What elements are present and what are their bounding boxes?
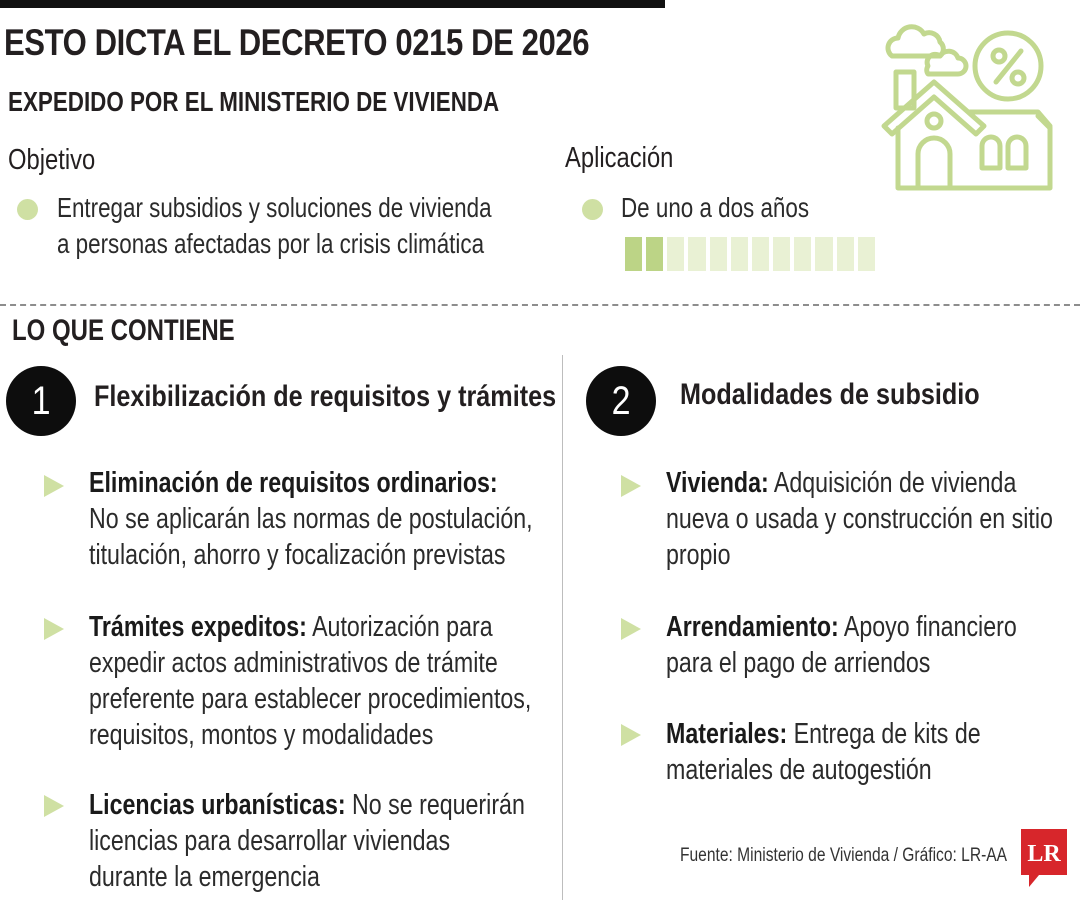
item-heading: Vivienda:	[666, 467, 769, 499]
contiene-heading: LO QUE CONTIENE	[12, 314, 235, 347]
item-heading: Eliminación de requisitos ordinarios:	[89, 467, 498, 499]
item-line: No se requerirán	[345, 789, 525, 821]
svg-text:LR: LR	[1027, 841, 1061, 867]
number-badge-1: 1	[6, 366, 76, 436]
column-1-title: Flexibilización de requisitos y trámites	[94, 380, 557, 413]
item-line: licencias para desarrollar viviendas	[89, 825, 451, 857]
duration-segment-empty	[815, 237, 832, 271]
column-divider	[562, 355, 563, 900]
lr-logo	[1021, 829, 1067, 887]
source-credit: Fuente: Ministerio de Vivienda / Gráfico: LR-AA	[680, 845, 1008, 866]
objetivo-label: Objetivo	[8, 144, 96, 176]
item-line: para el pago de arriendos	[666, 647, 931, 679]
item-line: expedir actos administrativos de trámite	[89, 647, 498, 679]
list-item	[666, 609, 1017, 681]
duration-segment-filled	[646, 237, 663, 271]
subtitle: EXPEDIDO POR EL MINISTERIO DE VIVIENDA	[8, 86, 500, 117]
duration-segment-empty	[710, 237, 727, 271]
bullet-dot-icon	[582, 199, 603, 220]
item-line: preferente para establecer procedimientos,	[89, 683, 532, 715]
duration-bar	[625, 237, 875, 271]
duration-segment-empty	[837, 237, 854, 271]
dashed-divider	[0, 304, 1080, 306]
objetivo-line: a personas afectadas por la crisis climática	[57, 228, 485, 259]
list-item	[89, 787, 525, 895]
item-heading: Licencias urbanísticas:	[89, 789, 346, 821]
item-line: materiales de autogestión	[666, 754, 932, 786]
triangle-bullet-icon	[44, 795, 64, 817]
item-line: Autorización para	[306, 611, 493, 643]
list-item	[89, 609, 531, 753]
top-rule	[0, 0, 665, 8]
number-badge-2: 2	[586, 366, 656, 436]
item-line: titulación, ahorro y focalización previstas	[89, 539, 506, 571]
triangle-bullet-icon	[621, 618, 641, 640]
item-line: durante la emergencia	[89, 861, 320, 893]
item-line: propio	[666, 539, 731, 571]
duration-segment-empty	[731, 237, 748, 271]
aplicacion-text: De uno a dos años	[621, 192, 810, 223]
item-heading: Materiales:	[666, 718, 788, 750]
objetivo-line: Entregar subsidios y soluciones de vivienda	[57, 192, 492, 223]
item-line: nueva o usada y construcción en sitio	[666, 503, 1053, 535]
list-item	[666, 465, 1053, 573]
column-2-title: Modalidades de subsidio	[680, 378, 980, 411]
duration-segment-empty	[667, 237, 684, 271]
duration-segment-empty	[688, 237, 705, 271]
duration-segment-empty	[752, 237, 769, 271]
list-item	[89, 465, 533, 573]
item-line: No se aplicarán las normas de postulación,	[89, 503, 533, 535]
item-heading: Arrendamiento:	[666, 611, 839, 643]
item-line: Adquisición de vivienda	[768, 467, 1017, 499]
triangle-bullet-icon	[621, 475, 641, 497]
triangle-bullet-icon	[621, 724, 641, 746]
triangle-bullet-icon	[44, 475, 64, 497]
duration-segment-empty	[858, 237, 875, 271]
house-percent-icon	[878, 18, 1060, 198]
item-heading: Trámites expeditos:	[89, 611, 307, 643]
item-line: Apoyo financiero	[838, 611, 1017, 643]
duration-segment-empty	[794, 237, 811, 271]
item-line: requisitos, montos y modalidades	[89, 719, 434, 751]
main-title: ESTO DICTA EL DECRETO 0215 DE 2026	[4, 22, 590, 63]
duration-segment-empty	[773, 237, 790, 271]
duration-segment-filled	[625, 237, 642, 271]
item-line: Entrega de kits de	[787, 718, 981, 750]
aplicacion-label: Aplicación	[565, 142, 674, 174]
objetivo-text	[57, 190, 492, 262]
triangle-bullet-icon	[44, 618, 64, 640]
bullet-dot-icon	[17, 199, 38, 220]
list-item	[666, 716, 981, 788]
